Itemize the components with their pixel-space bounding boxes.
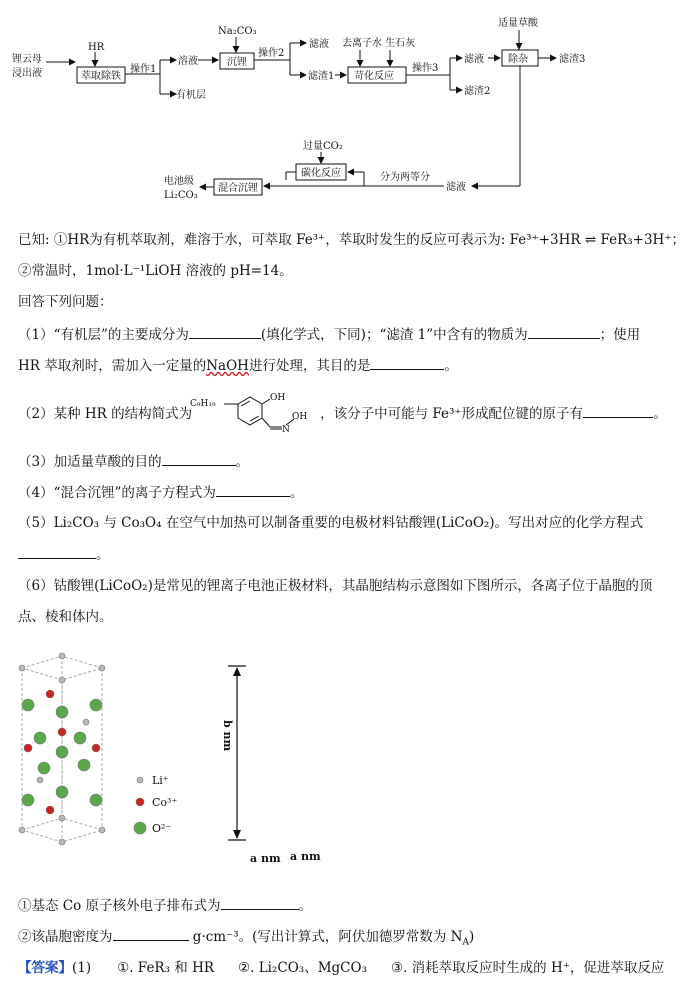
question-6-line-2: 点、棱和体内。 [18,609,113,625]
q1-text-e: 进行处理，其目的是 [248,358,371,374]
flow-hr: HR [88,42,105,53]
q1-text-d: HR 萃取剂时，需加入一定量的 [18,358,207,374]
flow-residue1: 滤渣1 [308,71,335,82]
answer-blank[interactable] [113,926,189,941]
answer-blank[interactable] [583,403,653,418]
legend-li: Li⁺ [152,774,169,787]
crystal-cell-diagram [10,650,370,880]
q4-end: 。 [289,485,304,501]
question-3 [18,451,249,472]
q3-text: （3）加适量草酸的目的 [18,454,162,470]
flow-start-label-2: 浸出液 [12,68,42,79]
flow-split: 分为两等分 [380,172,430,183]
answer-blank[interactable] [370,355,444,370]
flow-box-causticize: 苛化反应 [354,71,394,82]
struct-oh2: OH [292,412,308,422]
answer-1: ①. FeR₃ 和 HR [117,960,215,976]
question-2 [18,403,667,424]
answer-line [18,958,664,978]
answer-blank[interactable] [528,324,600,339]
flow-op3: 操作3 [412,63,439,74]
flow-product-2: Li₂CO₃ [164,190,198,201]
answer-2: ②. Li₂CO₃、MgCO₃ [238,960,367,976]
q2-text-a: （2）某种 HR 的结构简式为 [18,406,193,422]
flow-oxalic: 适量草酸 [498,18,538,29]
q6-2-unit: g·cm⁻³。(写出计算式，阿伏加德罗常数为 N [192,929,463,945]
question-4 [18,482,303,503]
flow-op1: 操作1 [130,64,157,75]
legend-co: Co³⁺ [152,796,178,809]
flow-solution1: 溶液 [178,56,198,67]
legend-o: O²⁻ [152,822,172,835]
flow-reagents: 去离子水 生石灰 [342,38,416,49]
q6-2-text: ②该晶胞密度为 [18,929,113,945]
answer-3: ③. 消耗萃取反应时生成的 H⁺，促进萃取反应 [391,960,665,976]
question-1-line-2 [18,355,458,376]
answer-blank[interactable] [216,482,290,497]
struct-substituent: C₉H₁₉ [190,399,216,409]
hr-structure-diagram [188,392,318,442]
q1-text-c: ；使用 [599,327,641,343]
answer-blank[interactable] [162,451,236,466]
given-line-1: 已知: ①HR为有机萃取剂，难溶于水，可萃取 Fe³⁺，萃取时发生的反应可表示为: Fe³⁺+3HR ⇌ FeR₃+3H⁺； [18,232,685,248]
dimension-a1: a nm [250,852,281,865]
flow-residue3: 滤渣3 [559,54,586,65]
flow-residue2: 滤渣2 [464,86,491,97]
q2-end: 。 [653,406,667,422]
prompt: 回答下列问题： [18,294,113,310]
q2-text-b: ，该分子中可能与 Fe³⁺形成配位键的原子有 [320,406,584,422]
question-6-line-1: （6）钴酸锂(LiCoO₂)是常见的锂离子电池正极材料，其晶胞结构示意图如下图所示，各离子位于晶胞的顶 [18,578,653,594]
question-5-line-2 [18,544,110,565]
q5-end: 。 [96,547,110,563]
q6-2-end: ) [469,929,475,945]
flow-box-mix: 混合沉锂 [218,183,258,194]
q6-2-sub: A [462,937,469,948]
flow-start-label-1: 锂云母 [12,54,42,65]
flow-co2: 过量CO₂ [303,141,343,152]
q6-1-end: 。 [298,898,313,914]
flow-filtrate-mid: 滤液 [464,54,484,65]
flow-filtrate-top: 滤液 [309,39,329,50]
q1-naoh: NaOH [206,358,249,374]
question-5-line-1: （5）Li₂CO₃ 与 Co₃O₄ 在空气中加热可以制备重要的电极材料钴酸锂(LiCoO₂)。写出对应的化学方程式 [18,515,644,531]
answer-blank[interactable] [189,324,261,339]
q1-text-b: (填化学式，下同)；“滤渣 1”中含有的物质为 [260,327,528,343]
answer-tag: 【答案】 [18,960,72,976]
dimension-a2: a nm [290,850,321,863]
flow-product-1: 电池级 [164,176,194,187]
question-1-line-1 [18,324,640,345]
answer-blank[interactable] [221,895,299,910]
q1-end: 。 [444,358,458,374]
question-6-1 [18,895,312,916]
flow-box-carbon: 碳化反应 [301,168,341,179]
q1-text-a: （1）“有机层”的主要成分为 [18,327,189,343]
flow-box-remove: 除杂 [508,54,528,65]
flow-na2co3: Na₂CO₃ [218,26,257,37]
q6-1-text: ①基态 Co 原子核外电子排布式为 [18,898,221,914]
flow-box-extract: 萃取除铁 [81,71,121,82]
flow-organic-layer: 有机层 [176,90,206,101]
question-6-2 [18,926,474,953]
flow-box-precip: 沉锂 [227,57,247,68]
q4-text: （4）“混合沉锂”的离子方程式为 [18,485,216,501]
q3-end: 。 [235,454,250,470]
given-line-2: ②常温时，1mol·L⁻¹LiOH 溶液的 pH=14。 [18,263,293,279]
process-flowchart [0,0,692,215]
flow-op2: 操作2 [258,48,285,59]
struct-oh: OH [270,393,286,403]
dimension-b: b nm [221,720,234,752]
answer-num: (1) [72,960,92,976]
answer-blank[interactable] [18,544,96,559]
struct-n: N [282,425,290,435]
flow-filtrate-bottom: 滤液 [446,182,466,193]
